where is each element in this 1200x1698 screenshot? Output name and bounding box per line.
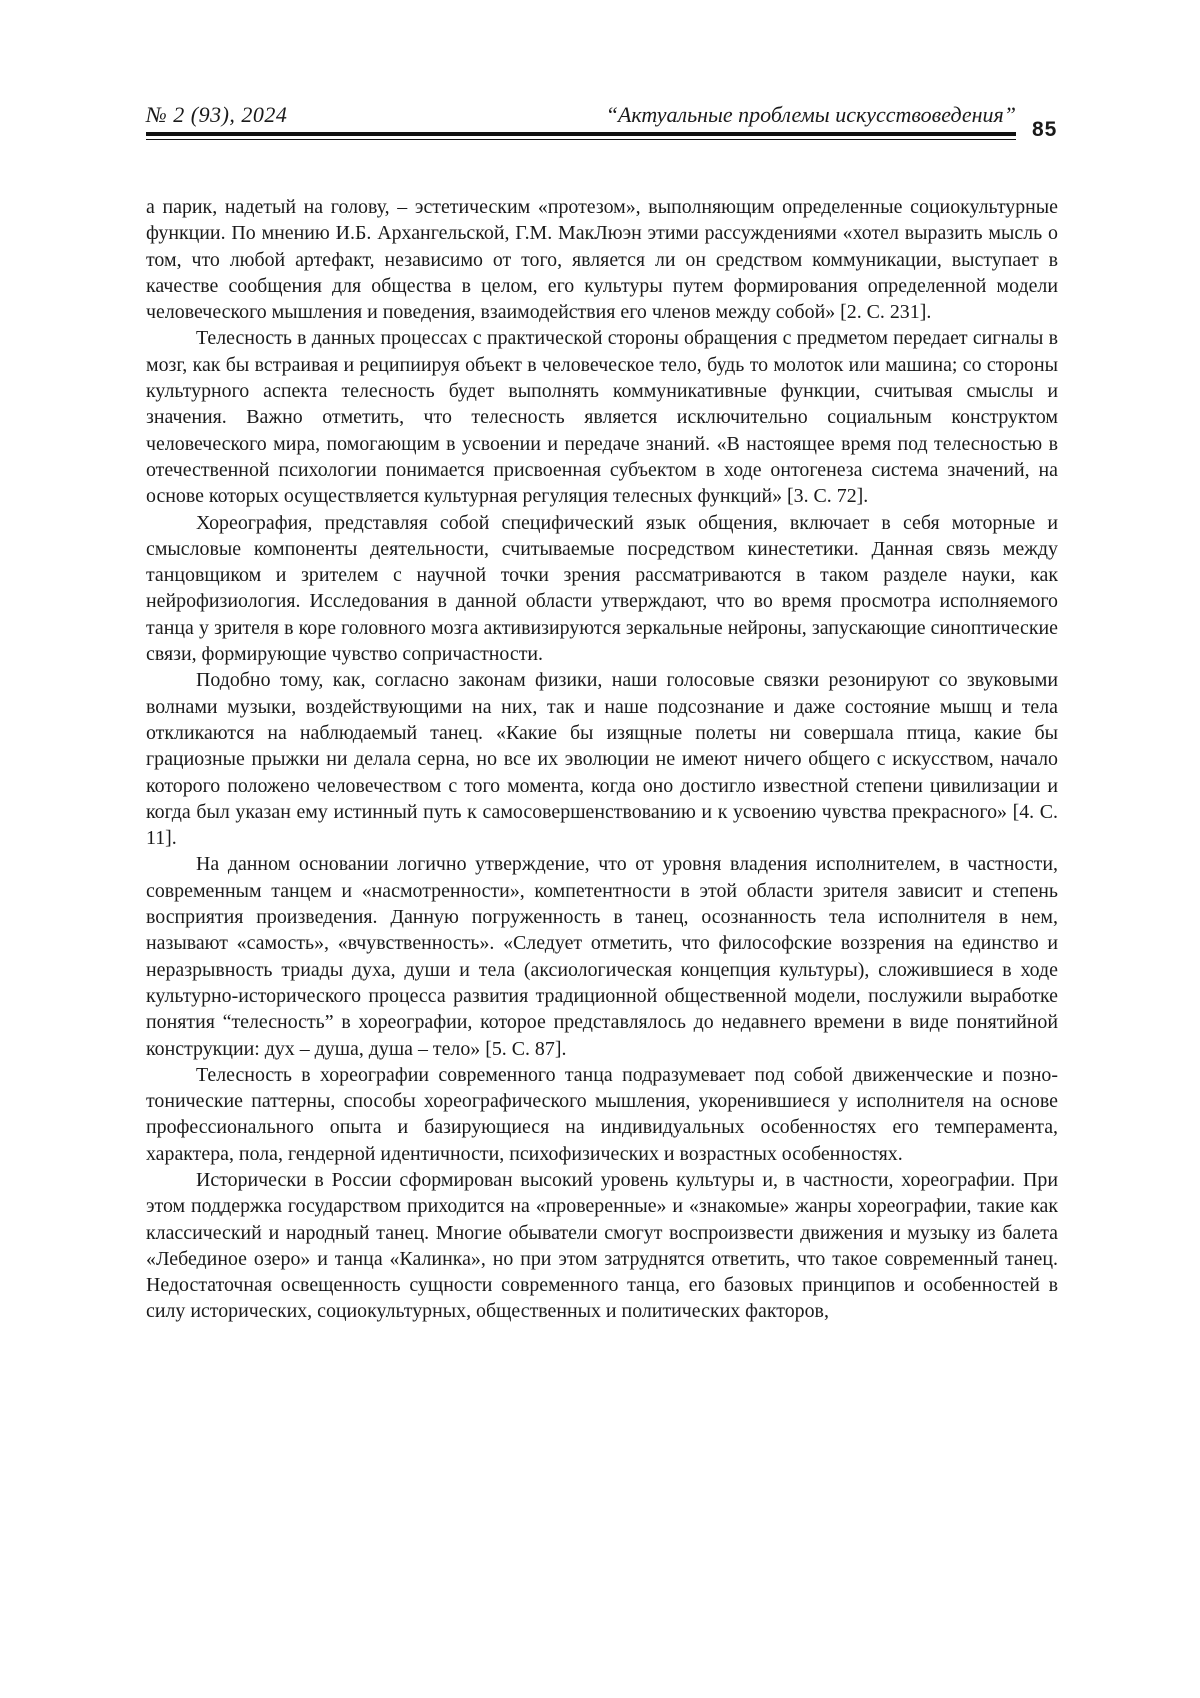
paragraph: Исторически в России сформирован высокий уровень культуры и, в частности, хореографии. При этом поддержка государством приходится на «проверенные» и «знакомые» жанры хореографии, такие как классический и народный танец. Многие обыватели смогут воспроизвести движения и музыку из балета «Лебединое озеро» и танца «Калинка», но при этом затруднятся ответить, что такое современный танец. Недостаточная освещенность сущности современного танца, его базовых принципов и особенностей в силу исторических, социокультурных, общественных и политических факторов, [146,1167,1058,1325]
paragraph: Телесность в хореографии современного танца подразумевает под собой движенческие и позно-тонические паттерны, способы хореографического мышления, укоренившиеся у исполнителя на основе профессионального опыта и базирующиеся на индивидуальных особенностях его темперамента, характера, пола, гендерной идентичности, психофизических и возрастных особенностях. [146,1062,1058,1167]
paragraph: Телесность в данных процессах с практической стороны обращения с предметом передает сигналы в мозг, как бы встраивая и реципиируя объект в человеческое тело, будь то молоток или машина; со стороны культурного аспекта телесность будет выполнять коммуникативные функции, считывая смыслы и значения. Важно отметить, что телесность является исключительно социальным конструктом человеческого мира, помогающим в усвоении и передаче знаний. «В настоящее время под телесностью в отечественной психологии понимается присвоенная субъектом в ходе онтогенеза система значений, на основе которых осуществляется культурная регуляция телесных функций» [3. С. 72]. [146,325,1058,509]
header-rule-thin [146,139,1016,140]
journal-title: “Актуальные проблемы искусствоведения” [606,102,1016,128]
issue-label: № 2 (93), 2024 [146,102,287,128]
journal-page [0,0,1200,1698]
header-rule-thick [146,132,1016,136]
page-number: 85 [1032,118,1057,142]
paragraph: На данном основании логично утверждение, что от уровня владения исполнителем, в частности, современным танцем и «насмотренности», компетентности в этой области зрителя зависит и степень восприятия произведения. Данную погруженность в танец, осознанность тела исполнителя в нем, называют «самость», «вчувственность». «Следует отметить, что философские воззрения на единство и неразрывность триады духа, души и тела (аксиологическая концепция культуры), сложившиеся в ходе культурно-исторического процесса развития традиционной общественной модели, послужили выработке понятия “телесность” в хореографии, которое представлялось до недавнего времени в виде понятийной конструкции: дух – душа, душа – тело» [5. С. 87]. [146,851,1058,1061]
paragraph: Хореография, представляя собой специфический язык общения, включает в себя моторные и смысловые компоненты деятельности, считываемые посредством кинестетики. Данная связь между танцовщиком и зрителем с научной точки зрения рассматриваются в таком разделе науки, как нейрофизиология. Исследования в данной области утверждают, что во время просмотра исполняемого танца у зрителя в коре головного мозга активизируются зеркальные нейроны, запускающие синоптические связи, формирующие чувство сопричастности. [146,510,1058,668]
paragraph-continuation: а парик, надетый на голову, – эстетическим «протезом», выполняющим определенные социокультурные функции. По мнению И.Б. Архангельской, Г.М. МакЛюэн этими рассуждениями «хотел выразить мысль о том, что любой артефакт, независимо от того, является ли он средством коммуникации, выступает в качестве сообщения для общества в целом, его культуры путем формирования определенной модели человеческого мышления и поведения, взаимодействия его членов между собой» [2. С. 231]. [146,194,1058,325]
paragraph: Подобно тому, как, согласно законам физики, наши голосовые связки резонируют со звуковыми волнами музыки, воздействующими на них, так и наше подсознание и даже состояние мышц и тела откликаются на наблюдаемый танец. «Какие бы изящные полеты ни совершала птица, какие бы грациозные прыжки ни делала серна, но все их эволюции не имеют ничего общего с искусством, начало которого положено человечеством с того момента, когда оно достигло известной степени цивилизации и когда был указан ему истинный путь к самосовершенствованию и к усвоению чувства прекрасного» [4. С. 11]. [146,667,1058,851]
article-body [146,194,1058,1325]
